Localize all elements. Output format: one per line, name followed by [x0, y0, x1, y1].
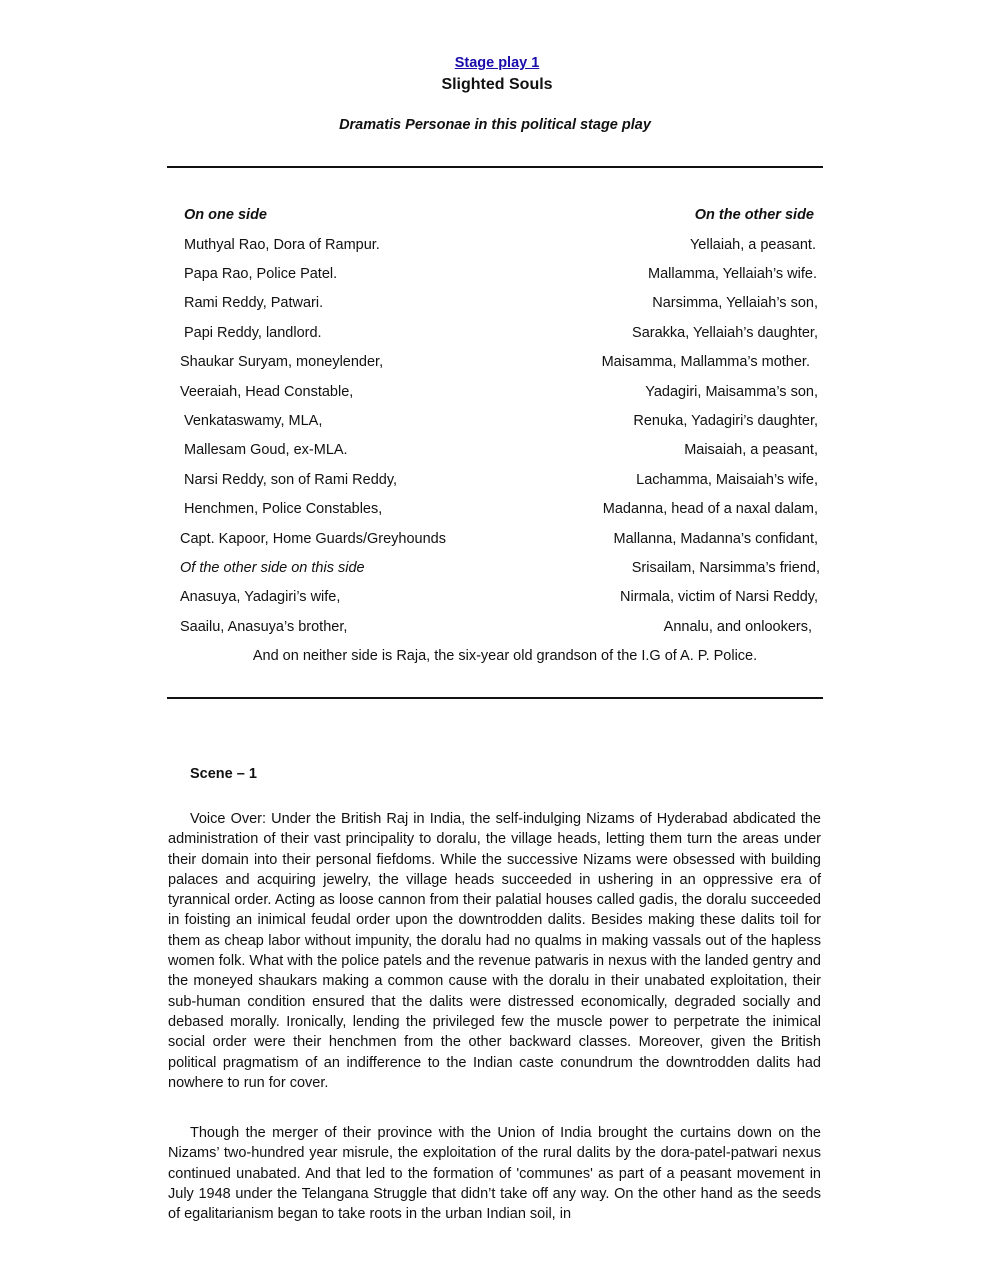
cast-right-item: Mallanna, Madanna’s confidant,	[613, 531, 818, 547]
scene-paragraph-2: Though the merger of their province with the Union of India brought the curtains down on the Nizams’ two-hundred year misrule, the exploitation of the rural dalits by the dora-patel-patwari nexus continued unabated. And that led to the formation of 'communes' as part of a peasant movement in July 1948 under the Telangana Struggle that didn’t take off any way. On the other hand as the seeds of egalitarianism began to take roots in the urban Indian soil, in	[168, 1125, 821, 1223]
cast-left-item: Papi Reddy, landlord.	[184, 325, 322, 341]
cast-right-item: Mallamma, Yellaiah’s wife.	[648, 266, 817, 282]
scene-heading: Scene – 1	[190, 766, 257, 782]
cast-left-item: Saailu, Anasuya’s brother,	[180, 619, 348, 635]
cast-right-item: Maisaiah, a peasant,	[684, 442, 818, 458]
cast-right-item: Narsimma, Yellaiah’s son,	[652, 295, 818, 311]
cast-left-item: Veeraiah, Head Constable,	[180, 384, 354, 400]
cast-left-item: Mallesam Goud, ex-MLA.	[184, 442, 348, 458]
cast-subheading: Of the other side on this side	[180, 560, 365, 576]
cast-right-item: Yadagiri, Maisamma’s son,	[645, 384, 818, 400]
cast-right-item: Maisamma, Mallamma’s mother.	[601, 354, 810, 370]
neither-side-note: And on neither side is Raja, the six-year old grandson of the I.G of A. P. Police.	[252, 648, 758, 664]
cast-left-item: Venkataswamy, MLA,	[184, 413, 323, 429]
cast-right-item: Yellaiah, a peasant.	[689, 237, 816, 253]
cast-left-item: Anasuya, Yadagiri’s wife,	[180, 589, 341, 605]
page-bottom-clip	[0, 1105, 990, 1280]
bottom-divider	[167, 697, 823, 699]
left-column-heading: On one side	[184, 207, 267, 223]
cast-left-item: Muthyal Rao, Dora of Rampur.	[184, 237, 380, 253]
cast-right-item: Nirmala, victim of Narsi Reddy,	[620, 589, 818, 605]
top-divider	[167, 166, 823, 168]
cast-left-item: Henchmen, Police Constables,	[184, 501, 383, 517]
cast-left-item: Rami Reddy, Patwari.	[184, 295, 324, 311]
cast-right-item: Sarakka, Yellaiah’s daughter,	[632, 325, 818, 341]
cast-right-item: Lachamma, Maisaiah’s wife,	[636, 472, 818, 488]
cast-left-item: Narsi Reddy, son of Rami Reddy,	[184, 472, 398, 488]
cast-right-item: Srisailam, Narsimma’s friend,	[631, 560, 820, 576]
cast-right-item: Renuka, Yadagiri’s daughter,	[633, 413, 818, 429]
right-column-heading: On the other side	[694, 207, 814, 223]
scene-paragraph-1: Voice Over: Under the British Raj in India, the self-indulging Nizams of Hyderabad abdicated the administration of their vast principality to doralu, the village heads, letting them turn the areas under their domain into their personal fiefdoms. While the successive Nizams were obsessed with building palaces and acquiring jewelry, the village heads succeeded in ushering in an oppressive era of tyrannical order. Acting as loose cannon from their palatial houses called gadis, the doralu succeeded in foisting an inimical feudal order upon the downtrodden dalits. Besides making these dalits toil for them as cheap labor without impunity, the doralu had no qualms in making vassals out of the hapless women folk. What with the police patels and the revenue patwaris in nexus with the landed gentry and the moneyed shaukars making a common cause with the doralu in their unabated exploitation, their sub-human condition ensured that the dalits were distressed economically, degraded socially and debased morally. Ironically, lending the privileged few the muscle power to perpetrate the inimical social order were their henchmen from the other backward classes. Moreover, given the British political pragmatism of an indifference to the Indian caste conundrum the downtrodden dalits had nowhere to run for cover.	[168, 811, 821, 1091]
stage-play-link[interactable]: Stage play 1	[454, 55, 540, 71]
dramatis-personae-heading: Dramatis Personae in this political stage play	[339, 117, 651, 133]
play-title: Slighted Souls	[441, 76, 553, 93]
cast-left-item: Capt. Kapoor, Home Guards/Greyhounds	[180, 531, 446, 547]
cast-right-item: Annalu, and onlookers,	[663, 619, 812, 635]
cast-right-item: Madanna, head of a naxal dalam,	[602, 501, 818, 517]
cast-left-item: Papa Rao, Police Patel.	[184, 266, 338, 282]
cast-left-item: Shaukar Suryam, moneylender,	[180, 354, 384, 370]
